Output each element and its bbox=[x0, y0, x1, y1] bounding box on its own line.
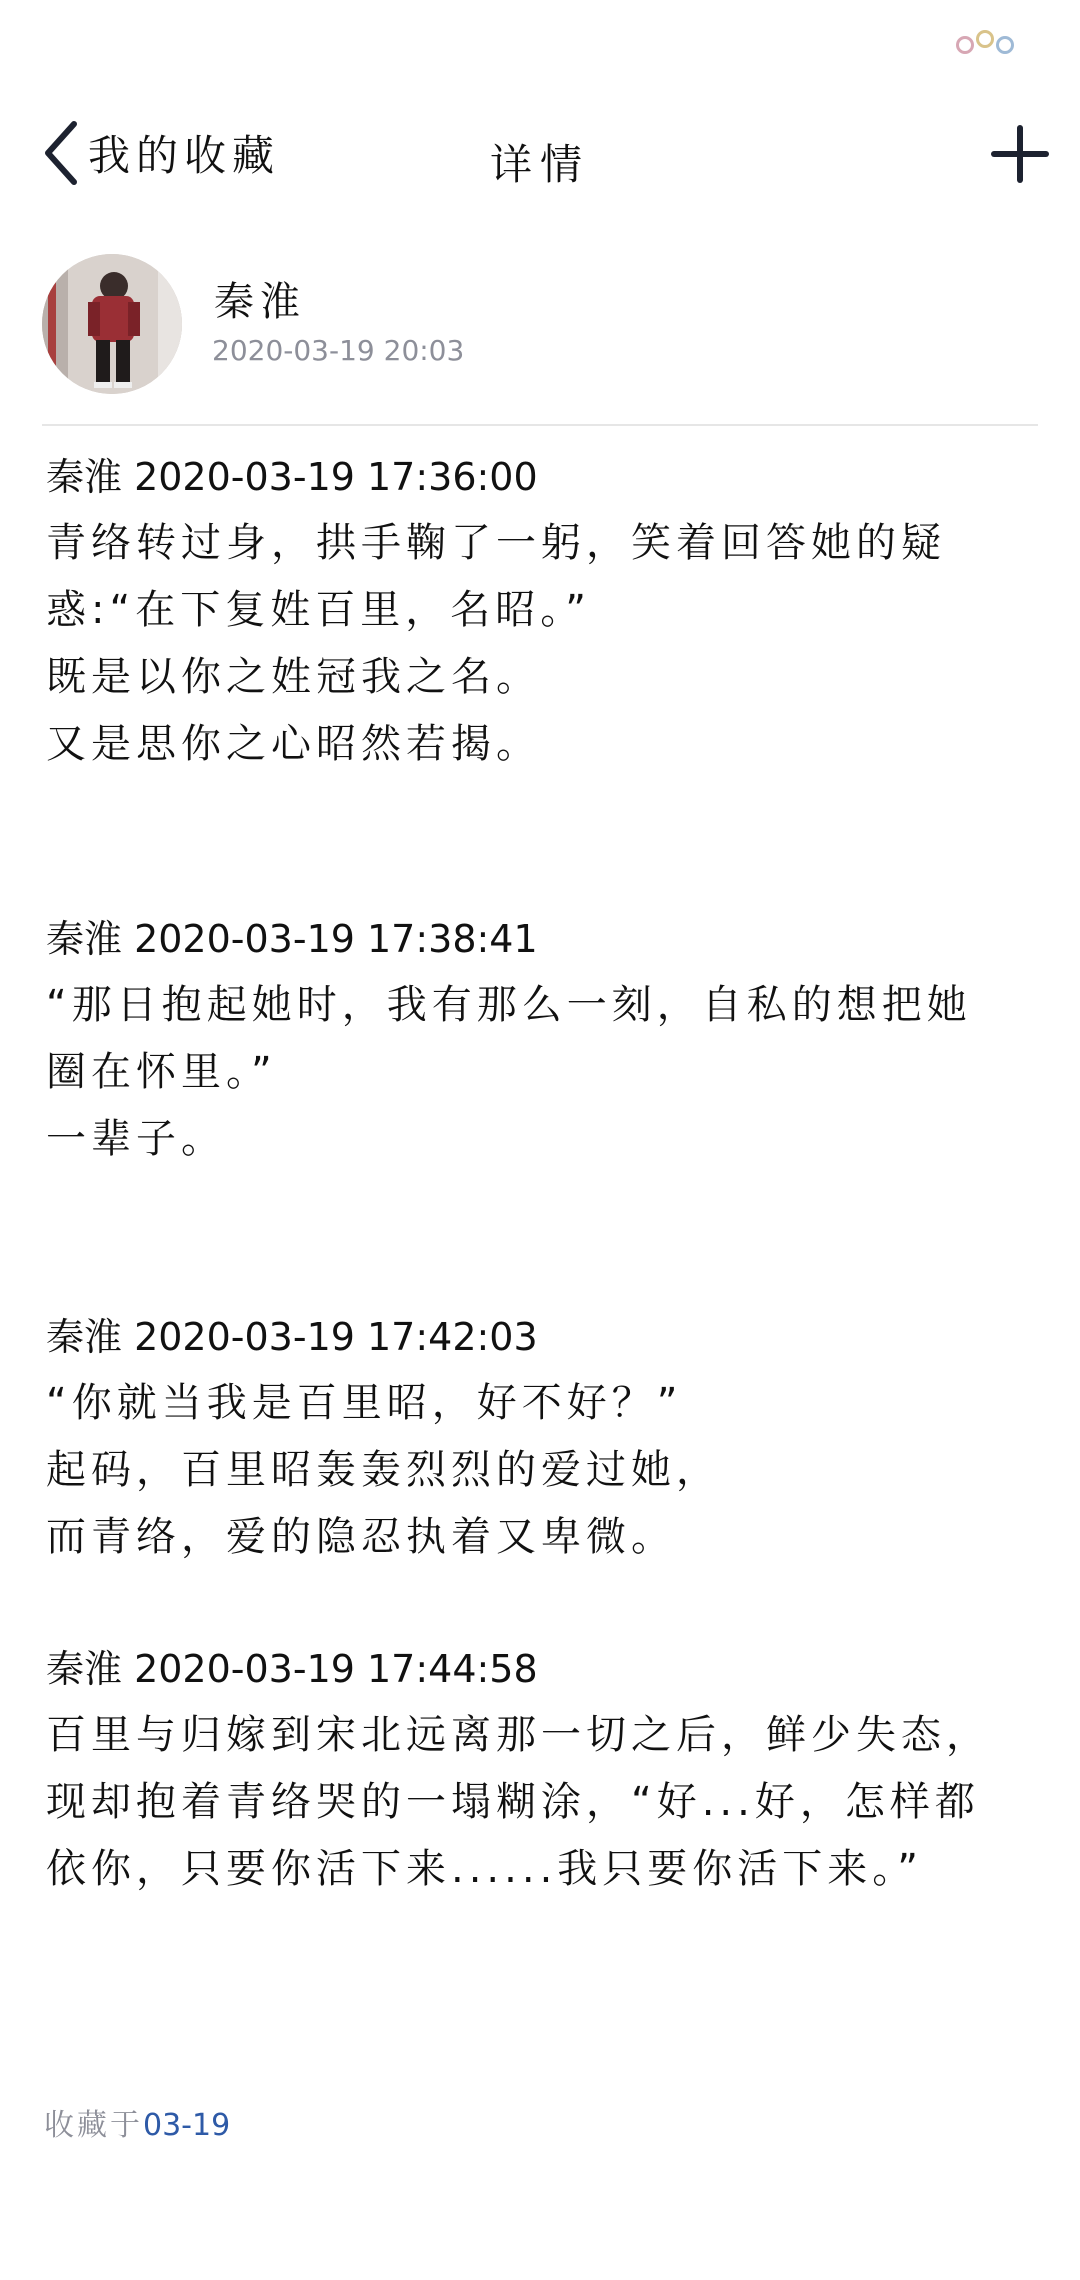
author-timestamp: 2020-03-19 20:03 bbox=[212, 334, 465, 367]
favorited-date bbox=[44, 2100, 230, 2144]
entry-text-line: 惑:“在下复姓百里，名昭。” bbox=[46, 587, 591, 633]
page-title: 详情 bbox=[489, 140, 590, 189]
note-entry bbox=[46, 444, 1046, 778]
header bbox=[0, 110, 1080, 200]
favorited-date-link[interactable]: 03-19 bbox=[143, 2108, 231, 2143]
entry-text-line: “那日抱起她时，我有那么一刻，自私的想把她 bbox=[46, 982, 972, 1028]
favorited-prefix: 收藏于 bbox=[44, 2108, 143, 2143]
entry-text-line: 现却抱着青络哭的一塌糊涂，“好...好，怎样都 bbox=[46, 1779, 980, 1825]
status-bar bbox=[0, 0, 1080, 100]
entry-text-line: 圈在怀里。” bbox=[46, 1049, 277, 1095]
entry-timestamp: 秦淮 2020-03-19 17:38:41 bbox=[46, 917, 538, 961]
note-entry bbox=[46, 1636, 1046, 1903]
entry-text-line: 起码，百里昭轰轰烈烈的爱过她， bbox=[46, 1447, 721, 1493]
status-indicator-icon bbox=[956, 30, 1026, 60]
entry-text-line: 青络转过身，拱手鞠了一躬，笑着回答她的疑 bbox=[46, 520, 946, 566]
note-entry bbox=[46, 1304, 1046, 1571]
note-entry bbox=[46, 906, 1046, 1173]
entry-timestamp: 秦淮 2020-03-19 17:42:03 bbox=[46, 1315, 538, 1359]
entry-text-line: 既是以你之姓冠我之名。 bbox=[46, 654, 541, 700]
entry-text-line: 百里与归嫁到宋北远离那一切之后，鲜少失态， bbox=[46, 1712, 991, 1758]
entry-text-line: 又是思你之心昭然若揭。 bbox=[46, 721, 541, 767]
entry-timestamp: 秦淮 2020-03-19 17:44:58 bbox=[46, 1647, 538, 1691]
plus-icon[interactable] bbox=[990, 124, 1050, 184]
back-label: 我的收藏 bbox=[88, 131, 281, 180]
entry-text-line: 依你，只要你活下来......我只要你活下来。” bbox=[46, 1846, 924, 1892]
entry-timestamp: 秦淮 2020-03-19 17:36:00 bbox=[46, 455, 538, 499]
author-name: 秦淮 bbox=[214, 279, 306, 325]
entry-text-line: 而青络，爱的隐忍执着又卑微。 bbox=[46, 1514, 676, 1560]
avatar[interactable] bbox=[42, 254, 182, 394]
divider bbox=[42, 424, 1038, 426]
entry-text-line: “你就当我是百里昭，好不好？” bbox=[46, 1380, 683, 1426]
entry-text-line: 一辈子。 bbox=[46, 1116, 226, 1162]
author-info bbox=[42, 250, 1042, 400]
